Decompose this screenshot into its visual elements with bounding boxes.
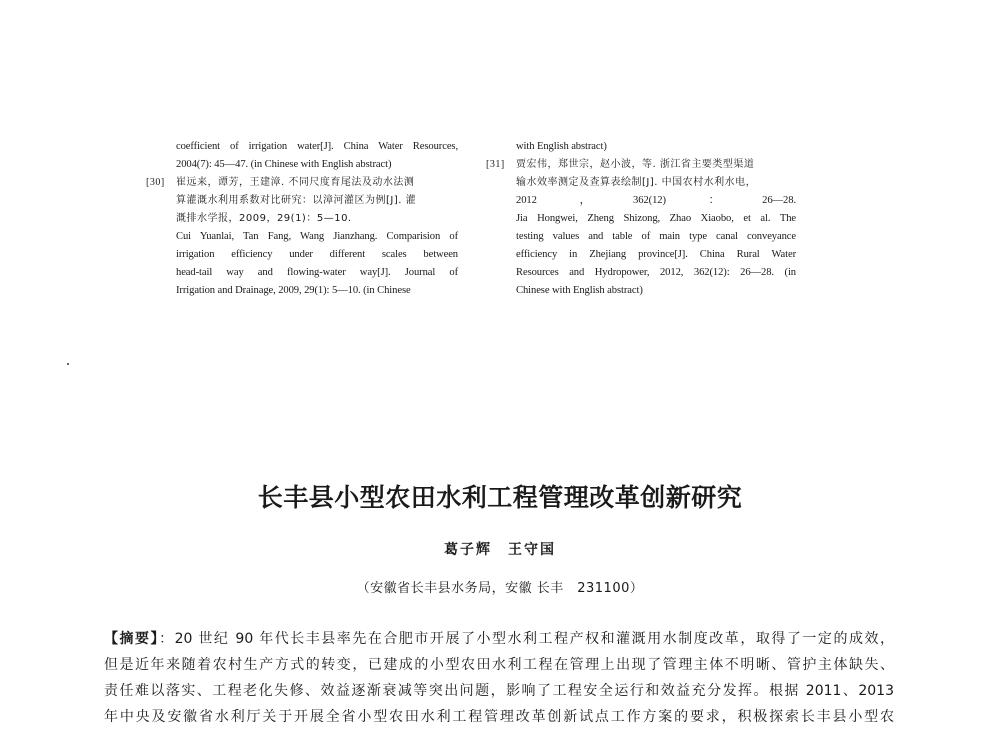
reference-line (146, 192, 466, 210)
abstract-text: 年中央及安徽省水利厅关于开展全省小型农田水利工程管理改革创新试点工作方案的要求，积极探索长丰县小型农 (104, 709, 894, 725)
reference-line (146, 156, 466, 174)
scan-artifact-dot (67, 363, 69, 365)
abstract-text: 责任难以落实、工程老化失修、效益逐渐衰减等突出问题，影响了工程安全运行和效益充分发挥。根据 2011、2013 (104, 683, 894, 699)
reference-line (486, 210, 804, 228)
reference-line (486, 174, 804, 192)
reference-line (486, 282, 804, 300)
abstract-line (104, 704, 894, 730)
reference-line (146, 228, 466, 246)
reference-line (146, 210, 466, 228)
reference-line (486, 156, 804, 174)
reference-text: 输水效率测定及查算表绘制[J]. 中国农村水利水电， (516, 177, 757, 188)
reference-text: 贾宏伟，郑世宗，赵小波，等. 浙江省主要类型渠道 (516, 159, 755, 170)
reference-number: [31] (486, 159, 505, 170)
reference-text: Resources and Hydropower, 2012, 362(12): 26—28. (in (516, 267, 796, 278)
article-affiliation: （安徽省长丰县水务局，安徽 长丰 231100） (356, 581, 644, 596)
reference-line (486, 228, 804, 246)
reference-text: head-tail way and flowing-water way[J]. Journal of (176, 267, 458, 278)
reference-line (146, 246, 466, 264)
article-title: 长丰县小型农田水利工程管理改革创新研究 (257, 483, 743, 512)
reference-line (146, 174, 466, 192)
reference-number: [30] (146, 177, 165, 188)
reference-text: 崔远来，谭芳，王建漳. 不同尺度育尾法及动水法测 (176, 177, 415, 188)
reference-line (146, 138, 466, 156)
reference-line (146, 282, 466, 300)
abstract-line (104, 626, 894, 652)
abstract-line (104, 678, 894, 704)
reference-text: Jia Hongwei, Zheng Shizong, Zhao Xiaobo, et al. The (516, 213, 796, 224)
reference-text: coefficient of irrigation water[J]. China Water Resources, (176, 141, 458, 152)
reference-line (146, 264, 466, 282)
reference-text: testing values and table of main type canal conveyance (516, 231, 796, 242)
abstract-line (104, 652, 894, 678)
reference-line (486, 192, 804, 210)
reference-text: Cui Yuanlai, Tan Fang, Wang Jianzhang. Comparision of (176, 231, 458, 242)
reference-text: efficiency in Zhejiang province[J]. China Rural Water (516, 249, 796, 260)
reference-line (486, 264, 804, 282)
reference-text: with English abstract) (516, 141, 607, 152)
abstract (104, 626, 894, 730)
reference-text: Chinese with English abstract) (516, 285, 643, 296)
abstract-text: ：20 世纪 90 年代长丰县率先在合肥市开展了小型水利工程产权和灌溉用水制度改革，取得了一定的成效， (159, 631, 894, 647)
reference-line (486, 138, 804, 156)
reference-text: Irrigation and Drainage, 2009, 29(1): 5—10. (in Chinese (176, 285, 411, 296)
article-authors: 葛子辉 王守国 (444, 542, 556, 558)
abstract-label: 【摘要】 (104, 631, 160, 647)
reference-text: 溉排水学报，2009，29(1)：5—10. (176, 213, 352, 224)
abstract-text: 但是近年来随着农村生产方式的转变，已建成的小型农田水利工程在管理上出现了管理主体不明晰、管护主体缺失、 (104, 657, 894, 673)
reference-text: 算灌溉水利用系数对比研究：以漳河灌区为例[J]. 灌 (176, 195, 417, 206)
reference-text: 2004(7): 45—47. (in Chinese with English abstract) (176, 159, 392, 170)
references-right-column (486, 138, 804, 300)
reference-line (486, 246, 804, 264)
reference-text: irrigation efficiency under different scales between (176, 249, 458, 260)
reference-text: 2012，362(12)：26—28. (516, 195, 796, 206)
references-left-column (146, 138, 466, 300)
references-section (0, 138, 1000, 308)
